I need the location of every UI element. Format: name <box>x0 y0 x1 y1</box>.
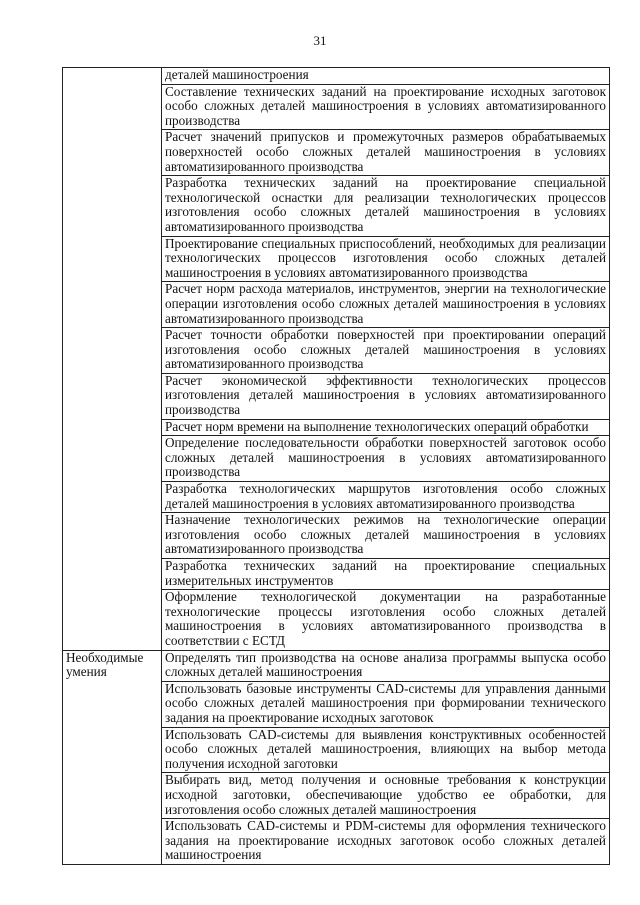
table-cell: Использовать CAD-системы для выявления конструктивных особенностей особо сложных деталей машиностроения, влияющих на выбор метода получения исходной заготовки <box>162 727 610 773</box>
table-cell: деталей машиностроения <box>162 68 610 85</box>
table-cell: Разработка технических заданий на проектирование специальной технологической оснастки для реализации технологических процессов изготовления особо сложных деталей машиностроения в условиях автоматизированного производства <box>162 176 610 236</box>
table-cell: Определять тип производства на основе анализа программы выпуска особо сложных деталей машиностроения <box>162 650 610 681</box>
table-cell: Составление технических заданий на проектирование исходных заготовок особо сложных деталей машиностроения в условиях автоматизированного производства <box>162 84 610 130</box>
table-row <box>63 68 610 85</box>
table-cell: Разработка технических заданий на проектирование специальных измерительных инструментов <box>162 559 610 590</box>
table-row <box>63 650 610 681</box>
table-cell: Проектирование специальных приспособлений, необходимых для реализации технологических процессов изготовления особо сложных деталей машиностроения в условиях автоматизированного производства <box>162 236 610 282</box>
table-cell: Расчет значений припусков и промежуточных размеров обрабатываемых поверхностей особо сложных деталей машиностроения в условиях автоматизированного производства <box>162 130 610 176</box>
competency-table <box>62 67 610 865</box>
page-number: 31 <box>313 33 327 48</box>
table-cell: Использовать CAD-системы и PDM-системы для оформления технического задания на проектирование исходных заготовок особо сложных деталей машиностроения <box>162 819 610 865</box>
table-cell: Расчет норм расхода материалов, инструментов, энергии на технологические операции изготовления особо сложных деталей машиностроения в условиях автоматизированного производства <box>162 282 610 328</box>
table-cell: Оформление технологической документации на разработанные технологические процессы изготовления особо сложных деталей машиностроения в условиях автоматизированного производства в соответствии с ЕСТД <box>162 590 610 650</box>
table-cell: Расчет норм времени на выполнение технологических операций обработки <box>162 419 610 436</box>
section-label-cell <box>63 68 162 651</box>
table-cell: Использовать базовые инструменты CAD-системы для управления данными особо сложных деталей машиностроения при формировании технического задания на проектирование исходных заготовок <box>162 681 610 727</box>
table-cell: Расчет точности обработки поверхностей при проектировании операций изготовления особо сложных деталей машиностроения в условиях автоматизированного производства <box>162 328 610 374</box>
table-cell: Назначение технологических режимов на технологические операции изготовления особо сложных деталей машиностроения в условиях автоматизированного производства <box>162 513 610 559</box>
table-cell: Определение последовательности обработки поверхностей заготовок особо сложных деталей машиностроения в условиях автоматизированного производства <box>162 436 610 482</box>
section-label-skills: Необходимые умения <box>63 650 162 864</box>
table-cell: Выбирать вид, метод получения и основные требования к конструкции исходной заготовки, обеспечивающие удобство ее обработки, для изготовления особо сложных деталей машиностроения <box>162 773 610 819</box>
table-cell: Расчет экономической эффективности технологических процессов изготовления деталей машиностроения в условиях автоматизированного производства <box>162 373 610 419</box>
table-cell: Разработка технологических маршрутов изготовления особо сложных деталей машиностроения в условиях автоматизированного производства <box>162 482 610 513</box>
